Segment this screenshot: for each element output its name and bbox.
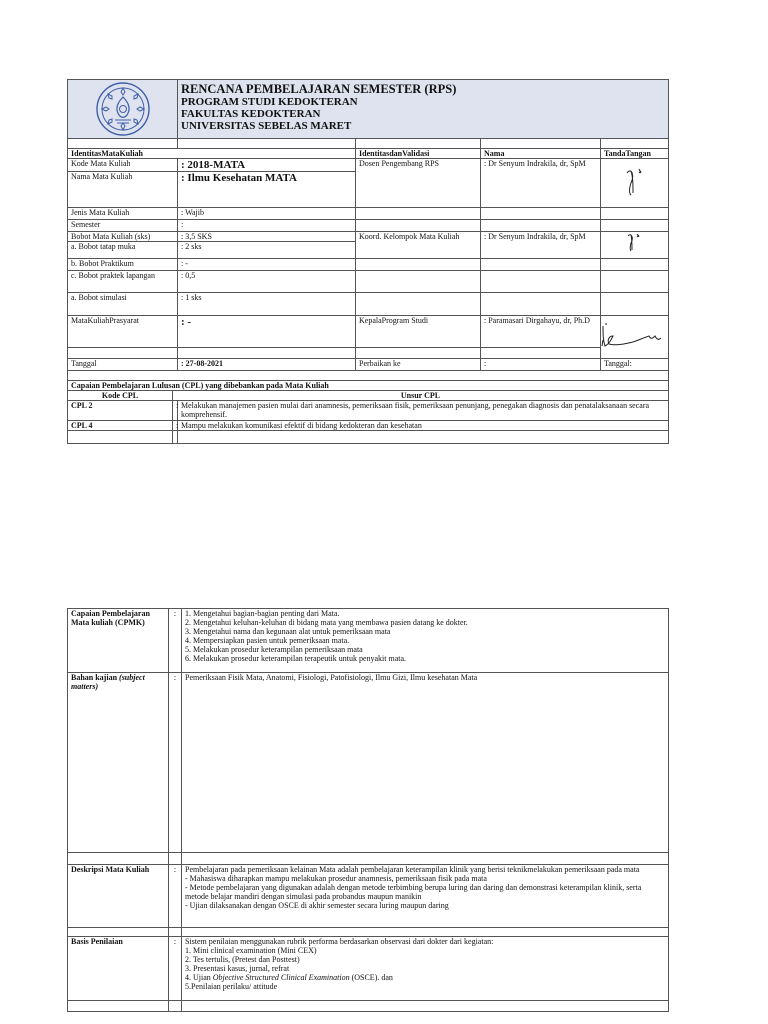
list-item: 2. Tes tertulis, (Pretest dan Posttest) [185,955,300,964]
list-item: 4. Mempersiapkan pasien untuk pemeriksaan mata. [185,636,350,645]
bahan-label-italic: (subject matters) [71,673,145,691]
document-title: RENCANA PEMBELAJARAN SEMESTER (RPS) [181,82,457,96]
cpl-text: Mampu melakukan komunikasi efektif di bidang kedokteran dan kesehatan [178,421,669,431]
list-item [185,973,665,982]
dosen-signature-icon [617,165,653,195]
nama-header: Nama [481,149,601,159]
basis-text [182,937,669,1001]
dosen-label: Dosen Pengembang RPS [356,159,481,208]
deskripsi-line: - Mahasiswa diharapkan mampu melakukan prosedur anamnesis, pemeriksaan fisik pada mata [185,874,487,883]
koord-name: : Dr Senyum Indrakila, dr, SpM [481,232,601,259]
koord-signature-cell [601,232,669,259]
tanggal-value: : 27-08-2021 [178,359,356,371]
lapangan-value: : 0,5 [178,271,356,293]
semester-label: Semester [68,220,178,232]
deskripsi-separator: : [169,865,182,928]
faculty-name: FAKULTAS KEDOKTERAN [181,108,321,120]
cpmk-separator: : [169,609,182,673]
basis-item4-italic: Objective Structured Clinical Examination [212,973,350,982]
dosen-signature-cell [601,159,669,208]
simulasi-label: a. Bobot simulasi [68,293,178,316]
cpl-code: CPL 4 [68,421,173,431]
bahan-label: Bahan kajian [71,673,118,682]
bahan-text: Pemeriksaan Fisik Mata, Anatomi, Fisiologi, Patofisiologi, Ilmu Gizi, Ilmu kesehatan Mata [182,673,669,853]
cpmk-list [182,609,669,673]
logo-cell [68,80,178,139]
list-item: 2. Mengetahui keluhan-keluhan di bidang mata yang membawa pasien datang ke dokter. [185,618,468,627]
deskripsi-line: - Metode pembelajaran yang digunakan adalah dengan metode terbimbing berupa luring dan daring dan demonstrasi keterampilan klinik, serta metode belajar mandiri dengan simulasi pada probandus maupun manikin [185,883,642,901]
kode-label: Kode Mata Kuliah [68,159,178,172]
cpl-unsur-header: Unsur CPL [173,391,669,401]
list-item: 5.Penilaian perilaku/ attitude [185,982,278,991]
ttd-header: TandaTangan [601,149,669,159]
university-name: UNIVERSITAS SEBELAS MARET [181,120,352,132]
tatap-value: : 2 sks [178,242,356,259]
table-row [68,421,669,431]
basis-item4-post: (OSCE). dan [351,973,393,982]
basis-intro: Sistem penilaian menggunakan rubrik performa berdasarkan observasi dari dokter dari kegiatan: [185,937,494,946]
jenis-label: Jenis Mata Kuliah [68,208,178,220]
koord-signature-icon [620,232,650,252]
cpl-code: CPL 2 [68,401,173,421]
perbaikan-label: Perbaikan ke [356,359,481,371]
table-row [68,401,669,421]
list-item: 1. Mini clinical examination (Mini CEX) [185,946,317,955]
bahan-separator: : [169,673,182,853]
lapangan-label: c. Bobot praktek lapangan [68,271,178,293]
jenis-value: : Wajib [178,208,356,220]
basis-item4-pre: 4. Ujian [185,973,211,982]
basis-label: Basis Penilaian [68,937,169,1001]
deskripsi-text [182,865,669,928]
semester-value: : [178,220,356,232]
cpl-kode-header: Kode CPL [68,391,173,401]
bobot-label: Bobot Mata Kuliah (sks) [68,232,178,242]
validasi-header: IdentitasdanValidasi [356,149,481,159]
bobot-value: : 3,5 SKS [178,232,356,242]
university-logo-icon [93,80,153,138]
kode-value: : 2018-MATA [178,159,356,172]
tanggal-ttd: Tanggal: [601,359,669,371]
basis-separator: : [169,937,182,1001]
bahan-label-cell [68,673,169,853]
list-item: 1. Mengetahui bagian-bagian penting dari Mata. [185,609,340,618]
simulasi-value: : 1 sks [178,293,356,316]
rps-description-table [67,608,669,1012]
dosen-name: : Dr Senyum Indrakila, dr, SpM [481,159,601,208]
prasyarat-value: : - [178,316,356,348]
identitas-header: IdentitasMataKuliah [68,149,356,159]
program-name: PROGRAM STUDI KEDOKTERAN [181,96,358,108]
deskripsi-line: Pembelajaran pada pemeriksaan kelainan Mata adalah pembelajaran keterampilan klinik yang berisi teknikmelakukan pemeriksaan pada mata [185,865,640,874]
title-cell [178,80,669,139]
list-item: 5. Melakukan prosedur keterampilan pemeriksaan mata [185,645,363,654]
list-item: 3. Mengetahui nama dan kegunaan alat untuk pemeriksaan mata [185,627,391,636]
deskripsi-label: Deskripsi Mata Kuliah [68,865,169,928]
rps-identity-table [67,79,669,444]
kaprodi-label: KepalaProgram Studi [356,316,481,348]
deskripsi-line: - Ujian dilaksanakan dengan OSCE di akhir semester secara luring maupun daring [185,901,449,910]
praktikum-label: b. Bobot Praktikum [68,259,178,271]
tanggal-label: Tanggal [68,359,178,371]
cpl-text: Melakukan manajemen pasien mulai dari anamnesis, pemeriksaan fisik, pemeriksaan penunjang, penegakan diagnosis dan penatalaksanaan secara komprehensif. [178,401,669,421]
kaprodi-name: : Paramasari Dirgahayu, dr, Ph.D [481,316,601,348]
nama-mk-value: : Ilmu Kesehatan MATA [178,172,356,208]
list-item: 3. Presentasi kasus, jurnal, refrat [185,964,290,973]
cpl-separator: : [173,401,178,421]
list-item: 6. Melakukan prosedur keterampilan terapeutik untuk penyakit mata. [185,654,407,663]
cpmk-label: Capaian Pembelajaran Mata kuliah (CPMK) [68,609,169,673]
kaprodi-signature-cell [601,316,669,359]
koord-label: Koord. Kelompok Mata Kuliah [356,232,481,259]
perbaikan-value: : [481,359,601,371]
kaprodi-signature-icon [601,316,667,352]
praktikum-value: : - [178,259,356,271]
nama-mk-label: Nama Mata Kuliah [68,172,178,208]
tatap-label: a. Bobot tatap muka [68,242,178,259]
cpl-heading: Capaian Pembelajaran Lulusan (CPL) yang dibebankan pada Mata Kuliah [68,381,669,391]
prasyarat-label: MataKuliahPrasyarat [68,316,178,348]
cpl-separator: : [173,421,178,431]
